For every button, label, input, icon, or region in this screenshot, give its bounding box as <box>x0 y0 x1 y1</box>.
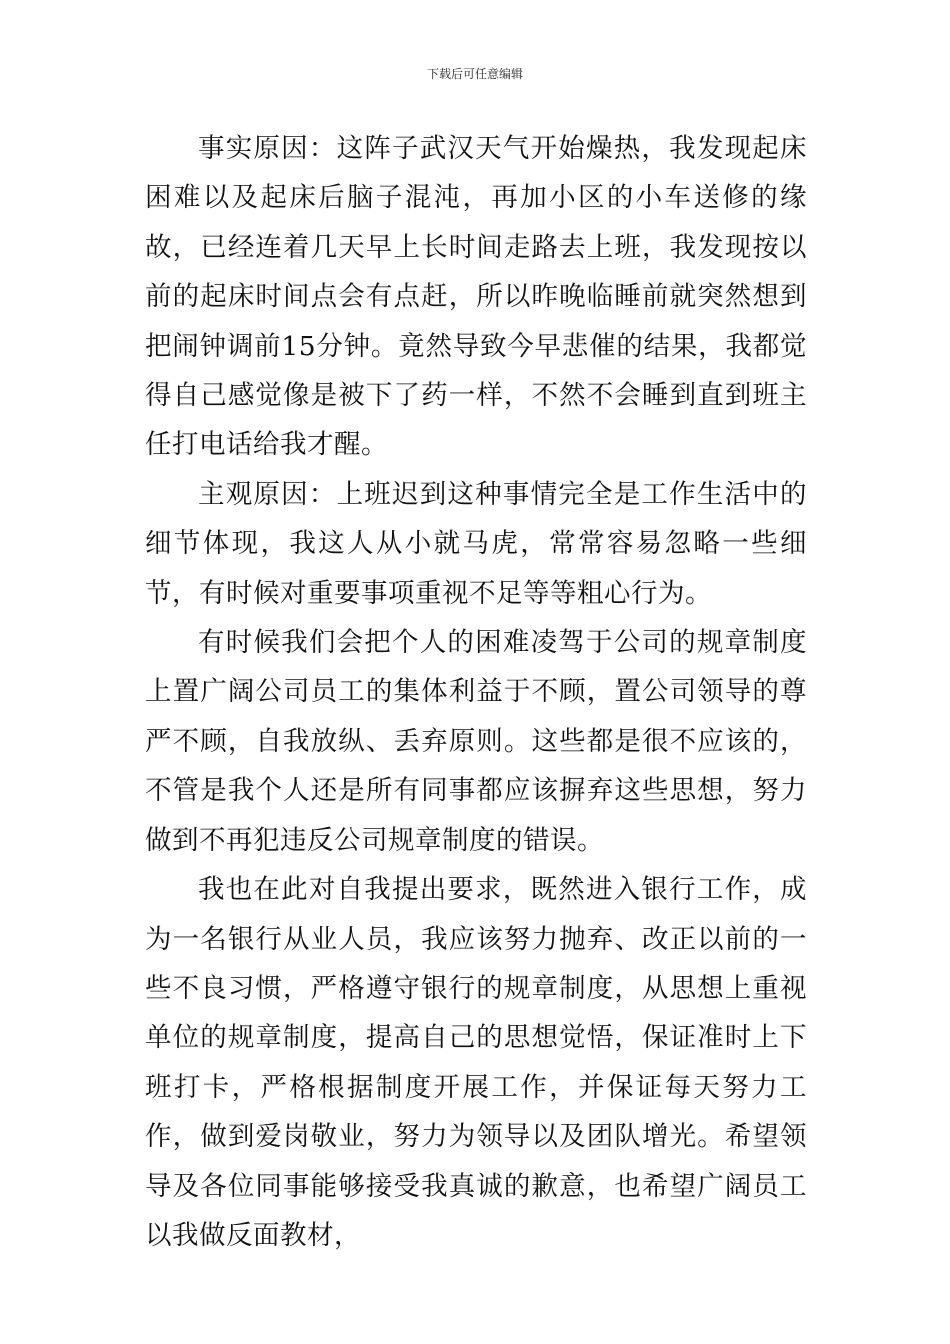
paragraph-commitment: 我也在此对自我提出要求，既然进入银行工作，成为一名银行从业人员，我应该努力抛弃、改正以前的一些不良习惯，严格遵守银行的规章制度，从思想上重视单位的规章制度，提高自己的思想觉悟，保证准时上下班打卡，严格根据制度开展工作，并保证每天努力工作，做到爱岗敬业，努力为领导以及团队增光。希望领导及各位同事能够接受我真诚的歉意，也希望广阔员工以我做反面教材， <box>145 874 807 1251</box>
document-body <box>145 124 807 1260</box>
paragraph-reflection: 有时候我们会把个人的困难凌驾于公司的规章制度上置广阔公司员工的集体利益于不顾，置公司领导的尊严不顾，自我放纵、丢弃原则。这些都是很不应该的，不管是我个人还是所有同事都应该摒弃这些思想，努力做到不再犯违反公司规章制度的错误。 <box>145 627 807 856</box>
paragraph-subjective-reason: 主观原因：上班迟到这种事情完全是工作生活中的细节体现，我这人从小就马虎，常常容易忽略一些细节，有时候对重要事项重视不足等等粗心行为。 <box>145 478 807 609</box>
page-header: 下载后可任意编辑 <box>426 67 523 81</box>
paragraph-factual-reason: 事实原因：这阵子武汉天气开始燥热，我发现起床困难以及起床后脑子混沌，再加小区的小车送修的缘故，已经连着几天早上长时间走路去上班，我发现按以前的起床时间点会有点赶，所以昨晚临睡前就突然想到把闹钟调前15分钟。竟然导致今早悲催的结果，我都觉得自己感觉像是被下了药一样，不然不会睡到直到班主任打电话给我才醒。 <box>145 133 807 461</box>
